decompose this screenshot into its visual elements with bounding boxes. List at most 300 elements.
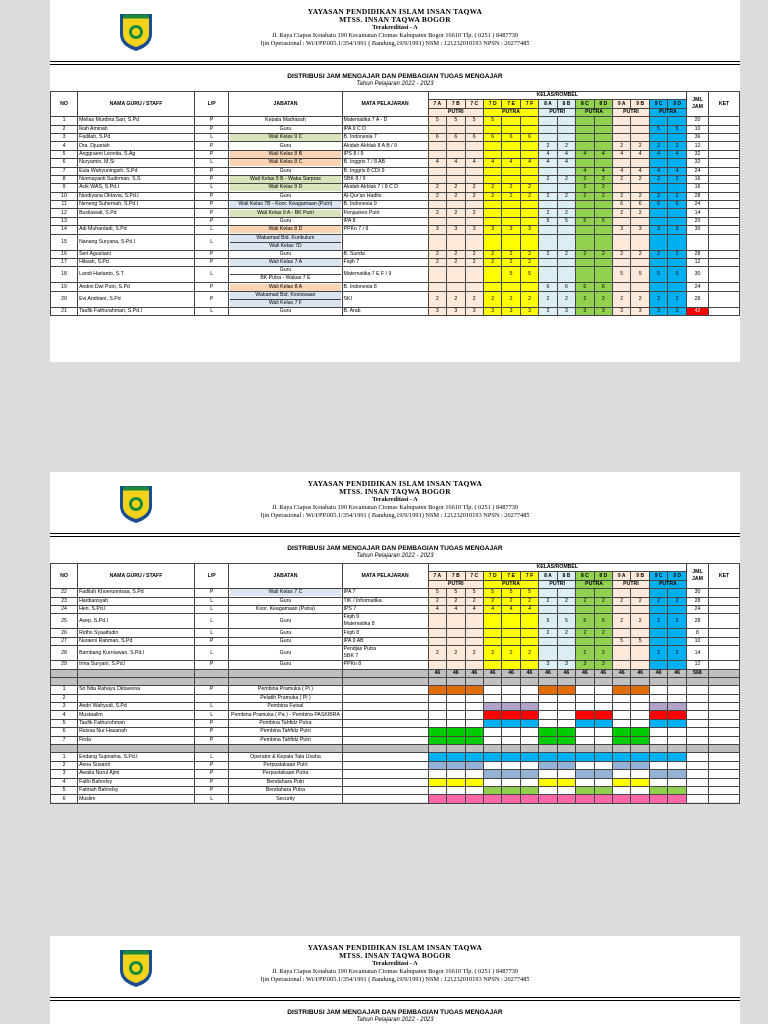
row-mapel <box>342 761 428 769</box>
row-ket <box>709 267 740 283</box>
row-name: Nanang Suryana, S.Pd.I <box>78 234 195 250</box>
class-hours-cell <box>447 661 465 669</box>
duty-mark-cell <box>539 761 557 769</box>
class-hours-cell <box>576 259 594 267</box>
duty-mark-cell <box>649 719 667 727</box>
class-hours-cell <box>594 259 612 267</box>
class-hours-cell: 5 <box>502 267 520 283</box>
duty-mark-cell <box>576 728 594 736</box>
row-no: 20 <box>51 291 78 307</box>
duty-mark-cell <box>557 753 575 761</box>
class-hours-cell <box>465 150 483 158</box>
row-lp: P <box>194 291 228 307</box>
class-hours-cell: 4 <box>557 150 575 158</box>
duty-mark-cell <box>668 711 687 719</box>
duty-mark-cell <box>649 795 667 803</box>
row-name: Landi Harianto, S.T <box>78 267 195 283</box>
duty-mark-cell <box>447 778 465 786</box>
row-jml: 28 <box>686 250 708 258</box>
table-row <box>51 778 740 786</box>
row-lp: P <box>194 283 228 291</box>
class-hours-cell <box>483 125 501 133</box>
class-hours-cell <box>465 629 483 637</box>
row-mapel: Pendjas Putra SBK 7 <box>342 646 428 661</box>
header-ket: KET <box>709 564 740 589</box>
class-hours-cell <box>539 259 557 267</box>
row-no: 6 <box>51 728 78 736</box>
row-mapel: IPA 7 <box>342 589 428 597</box>
duty-mark-cell <box>613 786 631 794</box>
row-jml: 8 <box>686 629 708 637</box>
row-no: 3 <box>51 133 78 141</box>
duty-mark-cell <box>631 770 649 778</box>
class-hours-cell <box>483 201 501 209</box>
row-mapel <box>342 736 428 744</box>
row-no: 27 <box>51 637 78 645</box>
duty-mark-cell <box>447 736 465 744</box>
row-lp: L <box>194 646 228 661</box>
duty-mark-cell <box>428 795 446 803</box>
row-jabatan: Guru <box>229 250 342 258</box>
row-no: 17 <box>51 259 78 267</box>
row-name: Andini Dwi Putri, S.Pd <box>78 283 195 291</box>
class-hours-cell: 2 <box>613 614 631 629</box>
class-hours-cell: 2 <box>539 597 557 605</box>
table-row <box>51 694 740 702</box>
accreditation: Terakreditasi - A <box>372 24 418 31</box>
row-ket <box>709 133 740 141</box>
class-header: 7 F <box>520 572 538 580</box>
row-mapel: SKI <box>342 291 428 307</box>
duty-mark-cell <box>428 770 446 778</box>
class-hours-cell <box>539 201 557 209</box>
class-hours-cell <box>557 184 575 192</box>
schedule-table-2 <box>50 563 740 804</box>
class-header: 7 B <box>447 100 465 108</box>
duty-mark-cell <box>557 736 575 744</box>
class-hours-cell: 3 <box>649 226 667 234</box>
class-hours-cell <box>594 226 612 234</box>
total-cell: 46 <box>520 669 538 677</box>
class-hours-cell: 2 <box>649 614 667 629</box>
row-no: 2 <box>51 125 78 133</box>
row-ket <box>709 259 740 267</box>
duty-mark-cell <box>520 694 538 702</box>
table-row <box>51 291 740 307</box>
row-mapel <box>342 694 428 702</box>
class-hours-cell <box>576 133 594 141</box>
class-hours-cell: 2 <box>576 184 594 192</box>
row-name: Hardiansyah <box>78 597 195 605</box>
row-role: Pembina Futsal <box>229 703 342 711</box>
class-hours-cell: 2 <box>428 597 446 605</box>
duty-mark-cell <box>557 778 575 786</box>
row-jabatan: Guru <box>229 142 342 150</box>
row-jml: 24 <box>686 167 708 175</box>
duty-mark-cell <box>483 786 501 794</box>
row-jml <box>686 234 708 250</box>
class-hours-cell: 2 <box>502 259 520 267</box>
class-hours-cell <box>557 259 575 267</box>
row-role: Perpustakaan Putri <box>229 761 342 769</box>
class-hours-cell: 2 <box>557 250 575 258</box>
duty-mark-cell <box>447 728 465 736</box>
row-mapel: B. Arab <box>342 307 428 315</box>
duty-mark-cell <box>447 770 465 778</box>
class-hours-cell: 2 <box>447 250 465 258</box>
table-row <box>51 175 740 183</box>
class-hours-cell: 4 <box>631 167 649 175</box>
class-hours-cell <box>502 167 520 175</box>
row-lp: L <box>194 753 228 761</box>
duty-mark-cell <box>557 686 575 694</box>
class-header: 9 A <box>613 100 631 108</box>
row-jml: 16 <box>686 184 708 192</box>
class-hours-cell: 2 <box>428 291 446 307</box>
class-hours-cell <box>465 614 483 629</box>
class-hours-cell: 5 <box>594 614 612 629</box>
class-hours-cell: 5 <box>428 117 446 125</box>
row-mapel: IPS 7 <box>342 605 428 613</box>
row-mapel: B. Indonesia 7 <box>342 133 428 141</box>
row-role: Pembina Tahfidz Putri <box>229 728 342 736</box>
row-mapel <box>342 703 428 711</box>
class-hours-cell <box>539 605 557 613</box>
row-jml <box>686 786 708 794</box>
class-hours-cell <box>668 661 687 669</box>
duty-mark-cell <box>576 694 594 702</box>
row-jabatan: Kepala Madrasah <box>229 117 342 125</box>
row-no: 28 <box>51 646 78 661</box>
class-hours-cell <box>465 167 483 175</box>
row-lp: P <box>194 150 228 158</box>
class-hours-cell: 2 <box>557 597 575 605</box>
class-hours-cell: 2 <box>613 192 631 200</box>
total-cell: 46 <box>428 669 446 677</box>
duty-mark-cell <box>428 753 446 761</box>
duty-mark-cell <box>502 719 520 727</box>
class-hours-cell: 5 <box>649 267 667 283</box>
class-hours-cell: 2 <box>502 646 520 661</box>
row-mapel: Al-Qur'an Hadits <box>342 192 428 200</box>
duty-mark-cell <box>557 786 575 794</box>
school-name: MTSS. INSAN TAQWA BOGOR <box>339 951 451 960</box>
class-hours-cell <box>613 605 631 613</box>
row-ket <box>709 778 740 786</box>
class-hours-cell: 6 <box>576 283 594 291</box>
class-hours-cell: 3 <box>483 307 501 315</box>
duty-mark-cell <box>668 686 687 694</box>
class-hours-cell <box>539 646 557 661</box>
table-row <box>51 597 740 605</box>
class-hours-cell <box>631 217 649 225</box>
total-cell: 46 <box>613 669 631 677</box>
total-cell: 46 <box>668 669 687 677</box>
row-ket <box>709 234 740 250</box>
class-hours-cell <box>631 605 649 613</box>
class-hours-cell <box>668 217 687 225</box>
total-cell: 46 <box>557 669 575 677</box>
class-hours-cell: 3 <box>465 307 483 315</box>
row-no: 11 <box>51 201 78 209</box>
class-hours-cell: 2 <box>594 184 612 192</box>
duty-mark-cell <box>594 786 612 794</box>
row-lp: L <box>194 605 228 613</box>
class-hours-cell <box>631 661 649 669</box>
duty-mark-cell <box>465 686 483 694</box>
row-jml <box>686 719 708 727</box>
row-no: 29 <box>51 661 78 669</box>
duty-mark-cell <box>465 703 483 711</box>
total-cell: 46 <box>483 669 501 677</box>
row-ket <box>709 226 740 234</box>
row-ket <box>709 605 740 613</box>
row-ket <box>709 711 740 719</box>
duty-mark-cell <box>483 694 501 702</box>
class-hours-cell <box>447 234 465 250</box>
duty-mark-cell <box>483 719 501 727</box>
class-hours-cell <box>613 589 631 597</box>
class-hours-cell: 2 <box>520 291 538 307</box>
duty-mark-cell <box>631 728 649 736</box>
row-no: 3 <box>51 703 78 711</box>
row-ket <box>709 686 740 694</box>
row-ket <box>709 192 740 200</box>
class-hours-cell <box>502 209 520 217</box>
class-hours-cell <box>539 117 557 125</box>
row-jabatan: Wali Kelas 9 B - Waka Sarpras <box>229 175 342 183</box>
duty-mark-cell <box>649 778 667 786</box>
row-jml <box>686 761 708 769</box>
class-hours-cell: 2 <box>539 175 557 183</box>
class-hours-cell: 6 <box>613 201 631 209</box>
class-hours-cell <box>465 234 483 250</box>
duty-mark-cell <box>613 728 631 736</box>
duty-mark-cell <box>520 778 538 786</box>
class-hours-cell: 2 <box>557 175 575 183</box>
class-hours-cell <box>557 234 575 250</box>
class-hours-cell <box>520 614 538 629</box>
class-hours-cell: 2 <box>668 175 687 183</box>
class-hours-cell <box>576 605 594 613</box>
duty-mark-cell <box>668 795 687 803</box>
class-hours-cell: 2 <box>668 614 687 629</box>
class-hours-cell <box>668 637 687 645</box>
class-hours-cell <box>668 133 687 141</box>
class-hours-cell <box>502 150 520 158</box>
class-hours-cell <box>613 133 631 141</box>
class-hours-cell: 2 <box>668 142 687 150</box>
class-hours-cell: 2 <box>447 597 465 605</box>
row-role: Pembina Tahfidz Putra <box>229 719 342 727</box>
duty-mark-cell <box>539 753 557 761</box>
row-lp: P <box>194 589 228 597</box>
class-hours-cell <box>613 259 631 267</box>
class-hours-cell: 3 <box>613 226 631 234</box>
document-page-3 <box>50 936 740 1024</box>
total-jml: 568 <box>686 669 708 677</box>
duty-mark-cell <box>520 686 538 694</box>
class-hours-cell <box>631 589 649 597</box>
class-hours-cell: 5 <box>668 125 687 133</box>
header-kelas: KELAS/ROMBEL <box>428 564 686 572</box>
class-hours-cell <box>613 629 631 637</box>
class-hours-cell <box>594 267 612 283</box>
class-hours-cell: 2 <box>613 250 631 258</box>
school-name: MTSS. INSAN TAQWA BOGOR <box>339 15 451 24</box>
class-hours-cell: 3 <box>631 307 649 315</box>
class-hours-cell <box>520 175 538 183</box>
class-hours-cell <box>594 589 612 597</box>
class-hours-cell <box>613 234 631 250</box>
class-hours-cell: 3 <box>447 307 465 315</box>
row-role: Pembina Pramuka ( Pa ) - Pembina PASKIBRA <box>229 711 342 719</box>
row-ket <box>709 167 740 175</box>
table-row <box>51 159 740 167</box>
row-name <box>78 217 195 225</box>
row-name: Sri Nita Rahayu Oktaviona <box>78 686 195 694</box>
group-header: PUTRA <box>576 580 613 588</box>
row-lp: L <box>194 133 228 141</box>
class-hours-cell: 2 <box>594 629 612 637</box>
header-jml: JML JAM <box>686 92 708 117</box>
class-hours-cell <box>447 167 465 175</box>
class-hours-cell: 5 <box>613 637 631 645</box>
duty-mark-cell <box>576 753 594 761</box>
class-hours-cell: 2 <box>631 291 649 307</box>
class-hours-cell: 2 <box>649 175 667 183</box>
class-hours-cell <box>576 159 594 167</box>
table-row <box>51 786 740 794</box>
class-hours-cell <box>447 201 465 209</box>
row-jabatan: Wali Kelas 7 C <box>229 589 342 597</box>
class-hours-cell: 4 <box>649 167 667 175</box>
duty-mark-cell <box>447 694 465 702</box>
duty-mark-cell <box>539 778 557 786</box>
class-hours-cell <box>613 159 631 167</box>
duty-mark-cell <box>631 711 649 719</box>
row-lp: L <box>194 614 228 629</box>
class-hours-cell: 6 <box>557 283 575 291</box>
duty-mark-cell <box>447 703 465 711</box>
class-header: 9 A <box>613 572 631 580</box>
group-header: PUTRI <box>539 108 576 116</box>
class-hours-cell <box>557 125 575 133</box>
class-hours-cell <box>483 175 501 183</box>
table-row <box>51 259 740 267</box>
duty-mark-cell <box>649 703 667 711</box>
header-lp: L/P <box>194 92 228 117</box>
duty-mark-cell <box>631 753 649 761</box>
class-hours-cell <box>631 133 649 141</box>
class-hours-cell: 2 <box>594 250 612 258</box>
class-hours-cell <box>447 142 465 150</box>
class-hours-cell <box>613 184 631 192</box>
duty-mark-cell <box>502 703 520 711</box>
duty-mark-cell <box>465 728 483 736</box>
class-hours-cell <box>483 142 501 150</box>
class-hours-cell: 5 <box>631 267 649 283</box>
duty-mark-cell <box>539 728 557 736</box>
row-jml: 12 <box>686 661 708 669</box>
row-lp: L <box>194 629 228 637</box>
row-name: Andri Wahyudi, S.Pd <box>78 703 195 711</box>
class-hours-cell: 4 <box>594 167 612 175</box>
table-row <box>51 605 740 613</box>
class-header: 7 C <box>465 572 483 580</box>
class-hours-cell <box>465 125 483 133</box>
class-hours-cell <box>649 589 667 597</box>
duty-mark-cell <box>539 786 557 794</box>
duty-mark-cell <box>649 753 667 761</box>
class-hours-cell <box>502 661 520 669</box>
class-hours-cell: 4 <box>465 605 483 613</box>
class-hours-cell: 2 <box>649 597 667 605</box>
row-no: 21 <box>51 307 78 315</box>
row-lp: P <box>194 250 228 258</box>
class-hours-cell <box>576 125 594 133</box>
row-jabatan: Guru <box>229 167 342 175</box>
row-ket <box>709 661 740 669</box>
class-hours-cell <box>520 167 538 175</box>
document-title: DISTRIBUSI JAM MENGAJAR DAN PEMBAGIAN TUGAS MENGAJAR <box>287 1009 503 1016</box>
class-hours-cell: 2 <box>465 209 483 217</box>
class-hours-cell <box>520 637 538 645</box>
duty-mark-cell <box>594 795 612 803</box>
class-hours-cell: 6 <box>502 133 520 141</box>
duty-mark-cell <box>520 711 538 719</box>
row-jabatan: Guru <box>229 307 342 315</box>
duty-mark-cell <box>631 703 649 711</box>
row-ket <box>709 283 740 291</box>
class-hours-cell <box>465 175 483 183</box>
header-mapel: MATA PELAJARAN <box>342 564 428 589</box>
row-mapel: IPA 9 C D <box>342 125 428 133</box>
group-header: PUTRI <box>428 108 483 116</box>
row-lp: P <box>194 778 228 786</box>
row-lp: L <box>194 184 228 192</box>
row-jml: 16 <box>686 175 708 183</box>
separator-row <box>51 677 740 685</box>
class-hours-cell: 3 <box>447 226 465 234</box>
class-hours-cell: 4 <box>520 605 538 613</box>
class-hours-cell: 5 <box>465 589 483 597</box>
row-jml: 24 <box>686 283 708 291</box>
row-name: Anna Susanti <box>78 761 195 769</box>
class-hours-cell: 4 <box>649 150 667 158</box>
row-no: 22 <box>51 589 78 597</box>
class-hours-cell <box>465 637 483 645</box>
table-row <box>51 736 740 744</box>
duty-mark-cell <box>613 719 631 727</box>
header-kelas: KELAS/ROMBEL <box>428 92 686 100</box>
duty-mark-cell <box>613 770 631 778</box>
class-hours-cell <box>649 234 667 250</box>
class-hours-cell <box>428 234 446 250</box>
class-hours-cell: 4 <box>594 150 612 158</box>
class-hours-cell <box>613 646 631 661</box>
table-row <box>51 133 740 141</box>
row-ket <box>709 307 740 315</box>
duty-mark-cell <box>649 686 667 694</box>
class-hours-cell: 2 <box>613 142 631 150</box>
class-hours-cell: 2 <box>539 209 557 217</box>
class-hours-cell: 2 <box>649 142 667 150</box>
row-name: Adi Muhardadi, S.Pd <box>78 226 195 234</box>
duty-mark-cell <box>539 703 557 711</box>
class-hours-cell: 2 <box>520 259 538 267</box>
row-mapel: Fiqih 9 Matematika 8 <box>342 614 428 629</box>
